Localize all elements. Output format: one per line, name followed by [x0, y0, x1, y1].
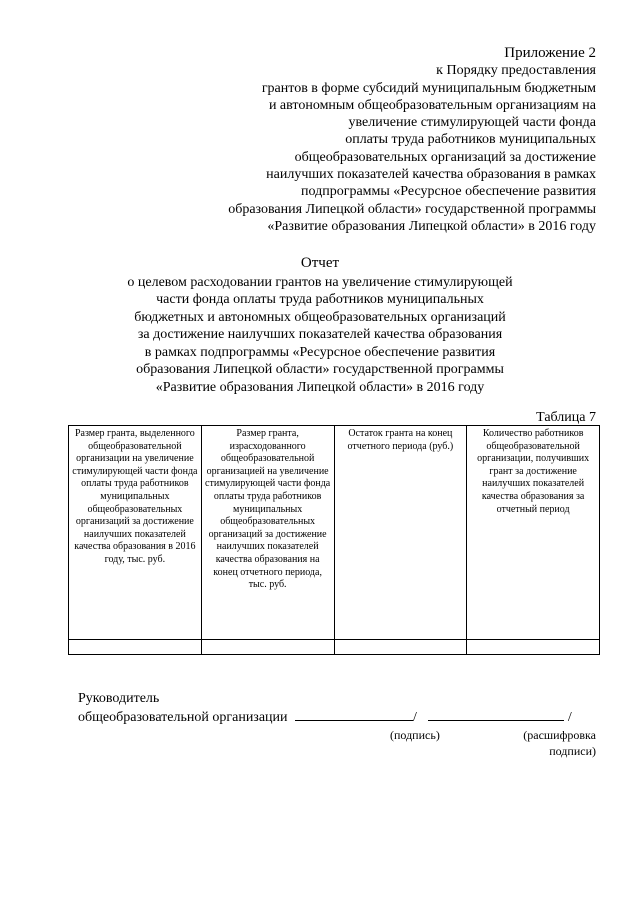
signature-line [78, 707, 572, 726]
appendix-line: подпрограммы «Ресурсное обеспечение развития [301, 184, 596, 200]
signature-caption: (подпись) [390, 728, 440, 742]
table-cell[interactable] [467, 640, 600, 655]
table-caption: Таблица 7 [536, 410, 596, 425]
report-title: Отчет [300, 255, 340, 271]
report-heading [80, 255, 560, 396]
report-line: бюджетных и автономных общеобразовательных организаций [134, 309, 506, 325]
table-cell[interactable] [69, 640, 202, 655]
grant-table [68, 425, 600, 655]
signature-org-label: общеобразовательной организации [78, 710, 288, 725]
signature-slash: / [413, 710, 417, 725]
table-cell[interactable] [201, 640, 334, 655]
appendix-line: грантов в форме субсидий муниципальным бюджетным [261, 80, 596, 96]
table-header-cell: Количество работников общеобразовательной организации, получивших грант за достижение наилучших показателей качества образования за отчетный период [467, 426, 600, 640]
appendix-line: оплаты труда работников муниципальных [345, 132, 596, 148]
appendix-line: наилучших показателей качества образования в рамках [266, 167, 596, 183]
table-header-cell: Размер гранта, выделенного общеобразовательной организации на увеличение стимулирующей части фонда оплаты труда работников муниципальных общеобразовательных организаций за достижение наилучших показателей качества образования в 2016 году, тыс. руб. [69, 426, 202, 640]
report-line: части фонда оплаты труда работников муниципальных [156, 292, 484, 307]
decoding-caption-line: подписи) [549, 744, 596, 758]
report-line: о целевом расходовании грантов на увеличение стимулирующей [127, 274, 513, 290]
decoding-blank[interactable] [428, 707, 564, 721]
report-line: «Развитие образования Липецкой области» в 2016 году [155, 379, 485, 395]
table-header-cell: Размер гранта, израсходованного общеобразовательной организацией на увеличение стимулирующей части фонда оплаты труда работников муниципальных общеобразовательных организаций за достижение наилучших показателей качества образования на конец отчетного периода, тыс. руб. [201, 426, 334, 640]
decoding-caption-line: (расшифровка [523, 728, 596, 742]
report-line: за достижение наилучших показателей качества образования [137, 327, 503, 342]
appendix-line: «Развитие образования Липецкой области» в 2016 году [267, 218, 596, 234]
appendix-title: Приложение 2 [504, 45, 596, 61]
appendix-line: к Порядку предоставления [436, 63, 596, 79]
signature-blank[interactable] [295, 707, 413, 721]
table-cell[interactable] [334, 640, 467, 655]
appendix-line: увеличение стимулирующей части фонда [348, 115, 596, 131]
table-row [69, 640, 600, 655]
report-line: образования Липецкой области» государственной программы [136, 362, 504, 377]
appendix-line: и автономным общеобразовательным организациям на [268, 97, 596, 113]
table-header-row [69, 426, 600, 640]
decoding-caption [512, 727, 596, 759]
decoding-slash: / [567, 710, 572, 725]
appendix-line: общеобразовательных организаций за достижение [294, 149, 596, 165]
table-header-cell: Остаток гранта на конец отчетного периода (руб.) [334, 426, 467, 640]
signature-role: Руководитель [78, 691, 160, 706]
appendix-line: образования Липецкой области» государственной программы [228, 201, 596, 217]
appendix-header [166, 45, 596, 235]
report-line: в рамках подпрограммы «Ресурсное обеспечение развития [144, 344, 496, 360]
